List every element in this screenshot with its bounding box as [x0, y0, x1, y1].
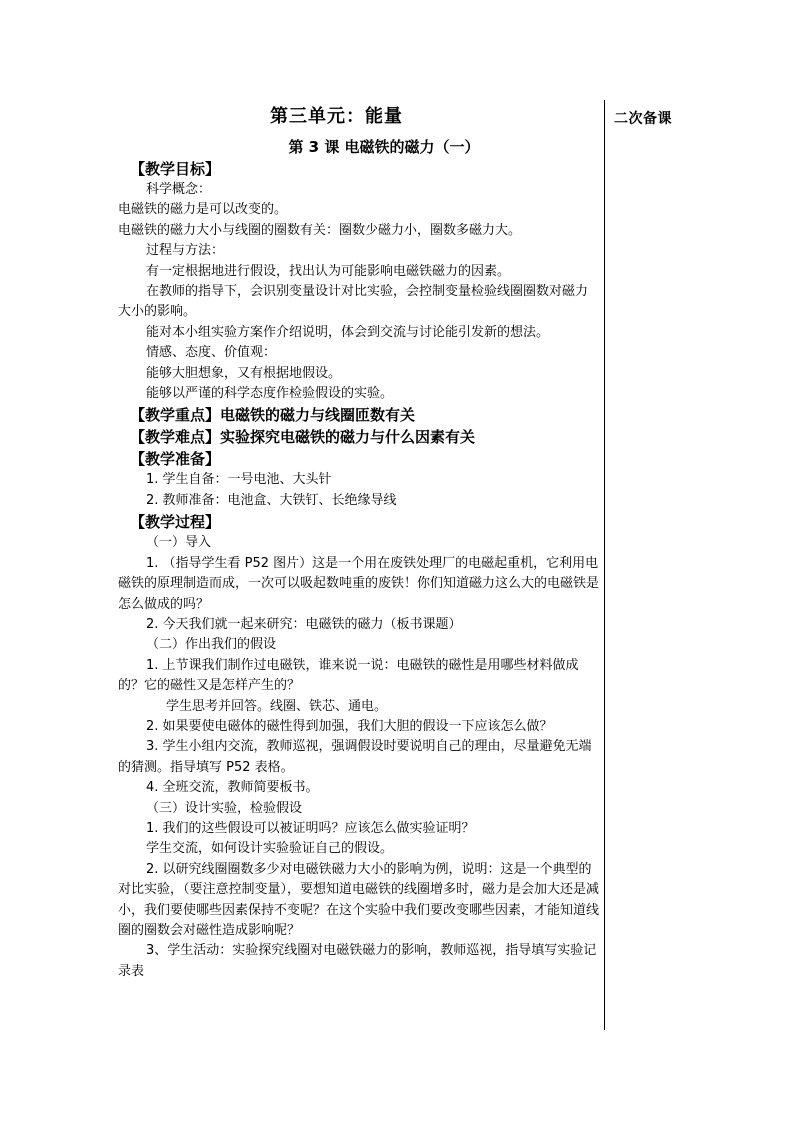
- section-2-para-3: 3. 学生小组内交流，教师巡视，强调假设时要说明自己的理由，尽量避免无端的猜测。指导填写 P52 表格。: [118, 739, 592, 775]
- section-3-para-3: 3、学生活动：实验探究线圈对电磁铁磁力的影响，教师巡视，指导填写实验记录表: [118, 943, 597, 979]
- section-2-para-1b: 学生思考并回答。线圈、铁芯、通电。: [166, 698, 388, 714]
- section-3-para-2: 2. 以研究线圈圈数多少对电磁铁磁力大小的影响为例，说明：这是一个典型的对比实验，（要注意控制变量），要想知道电磁铁的线圈增多时，磁力是会加大还是减小，我们要使哪些因素保持不变呢？在这个实验中我们要改变哪些因素，才能知道线圈的圈数会对磁性造成影响呢？: [118, 861, 600, 938]
- section-2-para-4: 4. 全班交流，教师简要板书。: [146, 780, 319, 796]
- section-2-title: （二）作出我们的假设: [146, 637, 277, 653]
- concept-2: 电磁铁的磁力大小与线圈的圈数有关：圈数少磁力小，圈数多磁力大。: [118, 222, 522, 238]
- science-concept-label: 科学概念：: [146, 182, 212, 197]
- lesson-plan-body: [118, 104, 600, 982]
- prep-item-1: 1. 学生自备：一号电池、大头针: [146, 472, 332, 488]
- prep-heading: 【教学准备】: [130, 450, 221, 469]
- process-3: 能对本小组实验方案作介绍说明，体会到交流与讨论能引发新的想法。: [146, 324, 550, 340]
- lesson-title: 第 3 课 电磁铁的磁力（一）: [288, 138, 480, 156]
- attitude-1: 能够大胆想象，又有根据地假设。: [146, 365, 342, 381]
- section-3-para-1: 1. 我们的这些假设可以被证明吗？应该怎么做实验证明？: [146, 820, 475, 836]
- section-1-para-1: 1. （指导学生看 P52 图片）这是一个用在废铁处理厂的电磁起重机，它利用电磁铁的原理制造而成，一次可以吸起数吨重的废铁！你们知道磁力这么大的电磁铁是怎么做成的吗？: [118, 555, 600, 612]
- column-divider: [604, 100, 605, 1030]
- difficulty: 【教学难点】实验探究电磁铁的磁力与什么因素有关: [130, 428, 476, 447]
- section-3-para-1b: 学生交流，如何设计实验验证自己的假设。: [146, 841, 394, 857]
- unit-title: 第三单元：能量: [270, 106, 403, 127]
- process-label: 过程与方法：: [146, 243, 225, 259]
- side-column-title: 二次备课: [614, 111, 672, 127]
- process-heading: 【教学过程】: [130, 513, 221, 532]
- section-1-para-2: 2. 今天我们就一起来研究：电磁铁的磁力（板书课题）: [146, 616, 462, 632]
- attitude-label: 情感、态度、价值观：: [146, 345, 277, 361]
- attitude-2: 能够以严谨的科学态度作检验假设的实验。: [146, 386, 394, 402]
- process-1: 有一定根据地进行假设，找出认为可能影响电磁铁磁力的因素。: [146, 263, 511, 279]
- section-3-title: （三）设计实验，检验假设: [146, 800, 303, 816]
- key-point: 【教学重点】电磁铁的磁力与线圈匝数有关: [130, 406, 416, 425]
- section-2-para-1: 1. 上节课我们制作过电磁铁，谁来说一说：电磁铁的磁性是用哪些材料做成的？它的磁性又是怎样产生的？: [118, 657, 579, 694]
- prep-item-2: 2. 教师准备：电池盒、大铁钉、长绝缘导线: [146, 492, 397, 508]
- process-2: 在教师的指导下，会识别变量设计对比实验，会控制变量检验线圈圈数对磁力大小的影响。: [118, 284, 589, 320]
- section-1-title: （一）导入: [146, 535, 212, 551]
- concept-1: 电磁铁的磁力是可以改变的。: [118, 202, 288, 218]
- section-2-para-2: 2. 如果要使电磁体的磁性得到加强，我们大胆的假设一下应该怎么做？: [146, 718, 553, 734]
- goals-heading: 【教学目标】: [130, 160, 221, 178]
